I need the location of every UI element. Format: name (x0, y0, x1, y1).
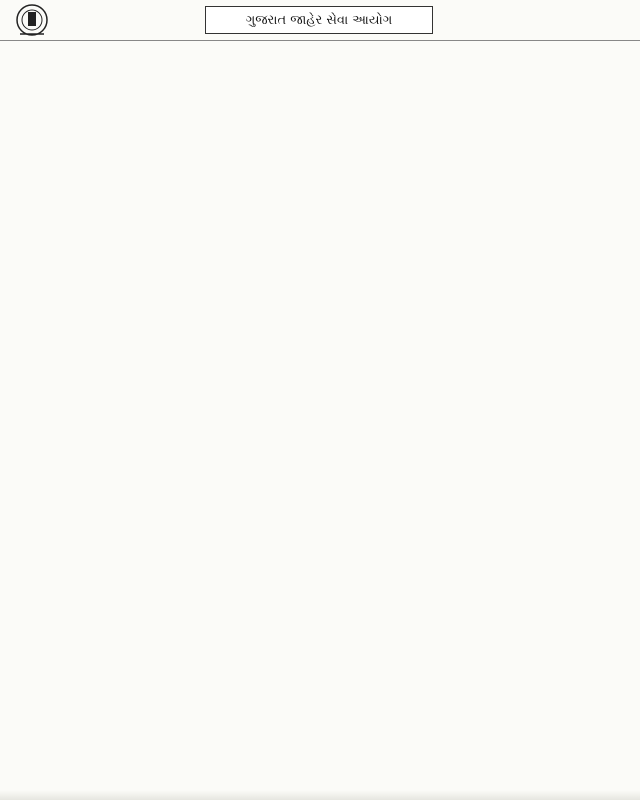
bottom-edge (0, 790, 640, 800)
header-divider (0, 40, 640, 41)
gujarat-state-emblem-icon (12, 2, 52, 40)
advertisement-body (6, 44, 634, 796)
page-header (0, 0, 640, 42)
page-title: ગુજરાત જાહેર સેવા આયોગ (205, 6, 433, 34)
